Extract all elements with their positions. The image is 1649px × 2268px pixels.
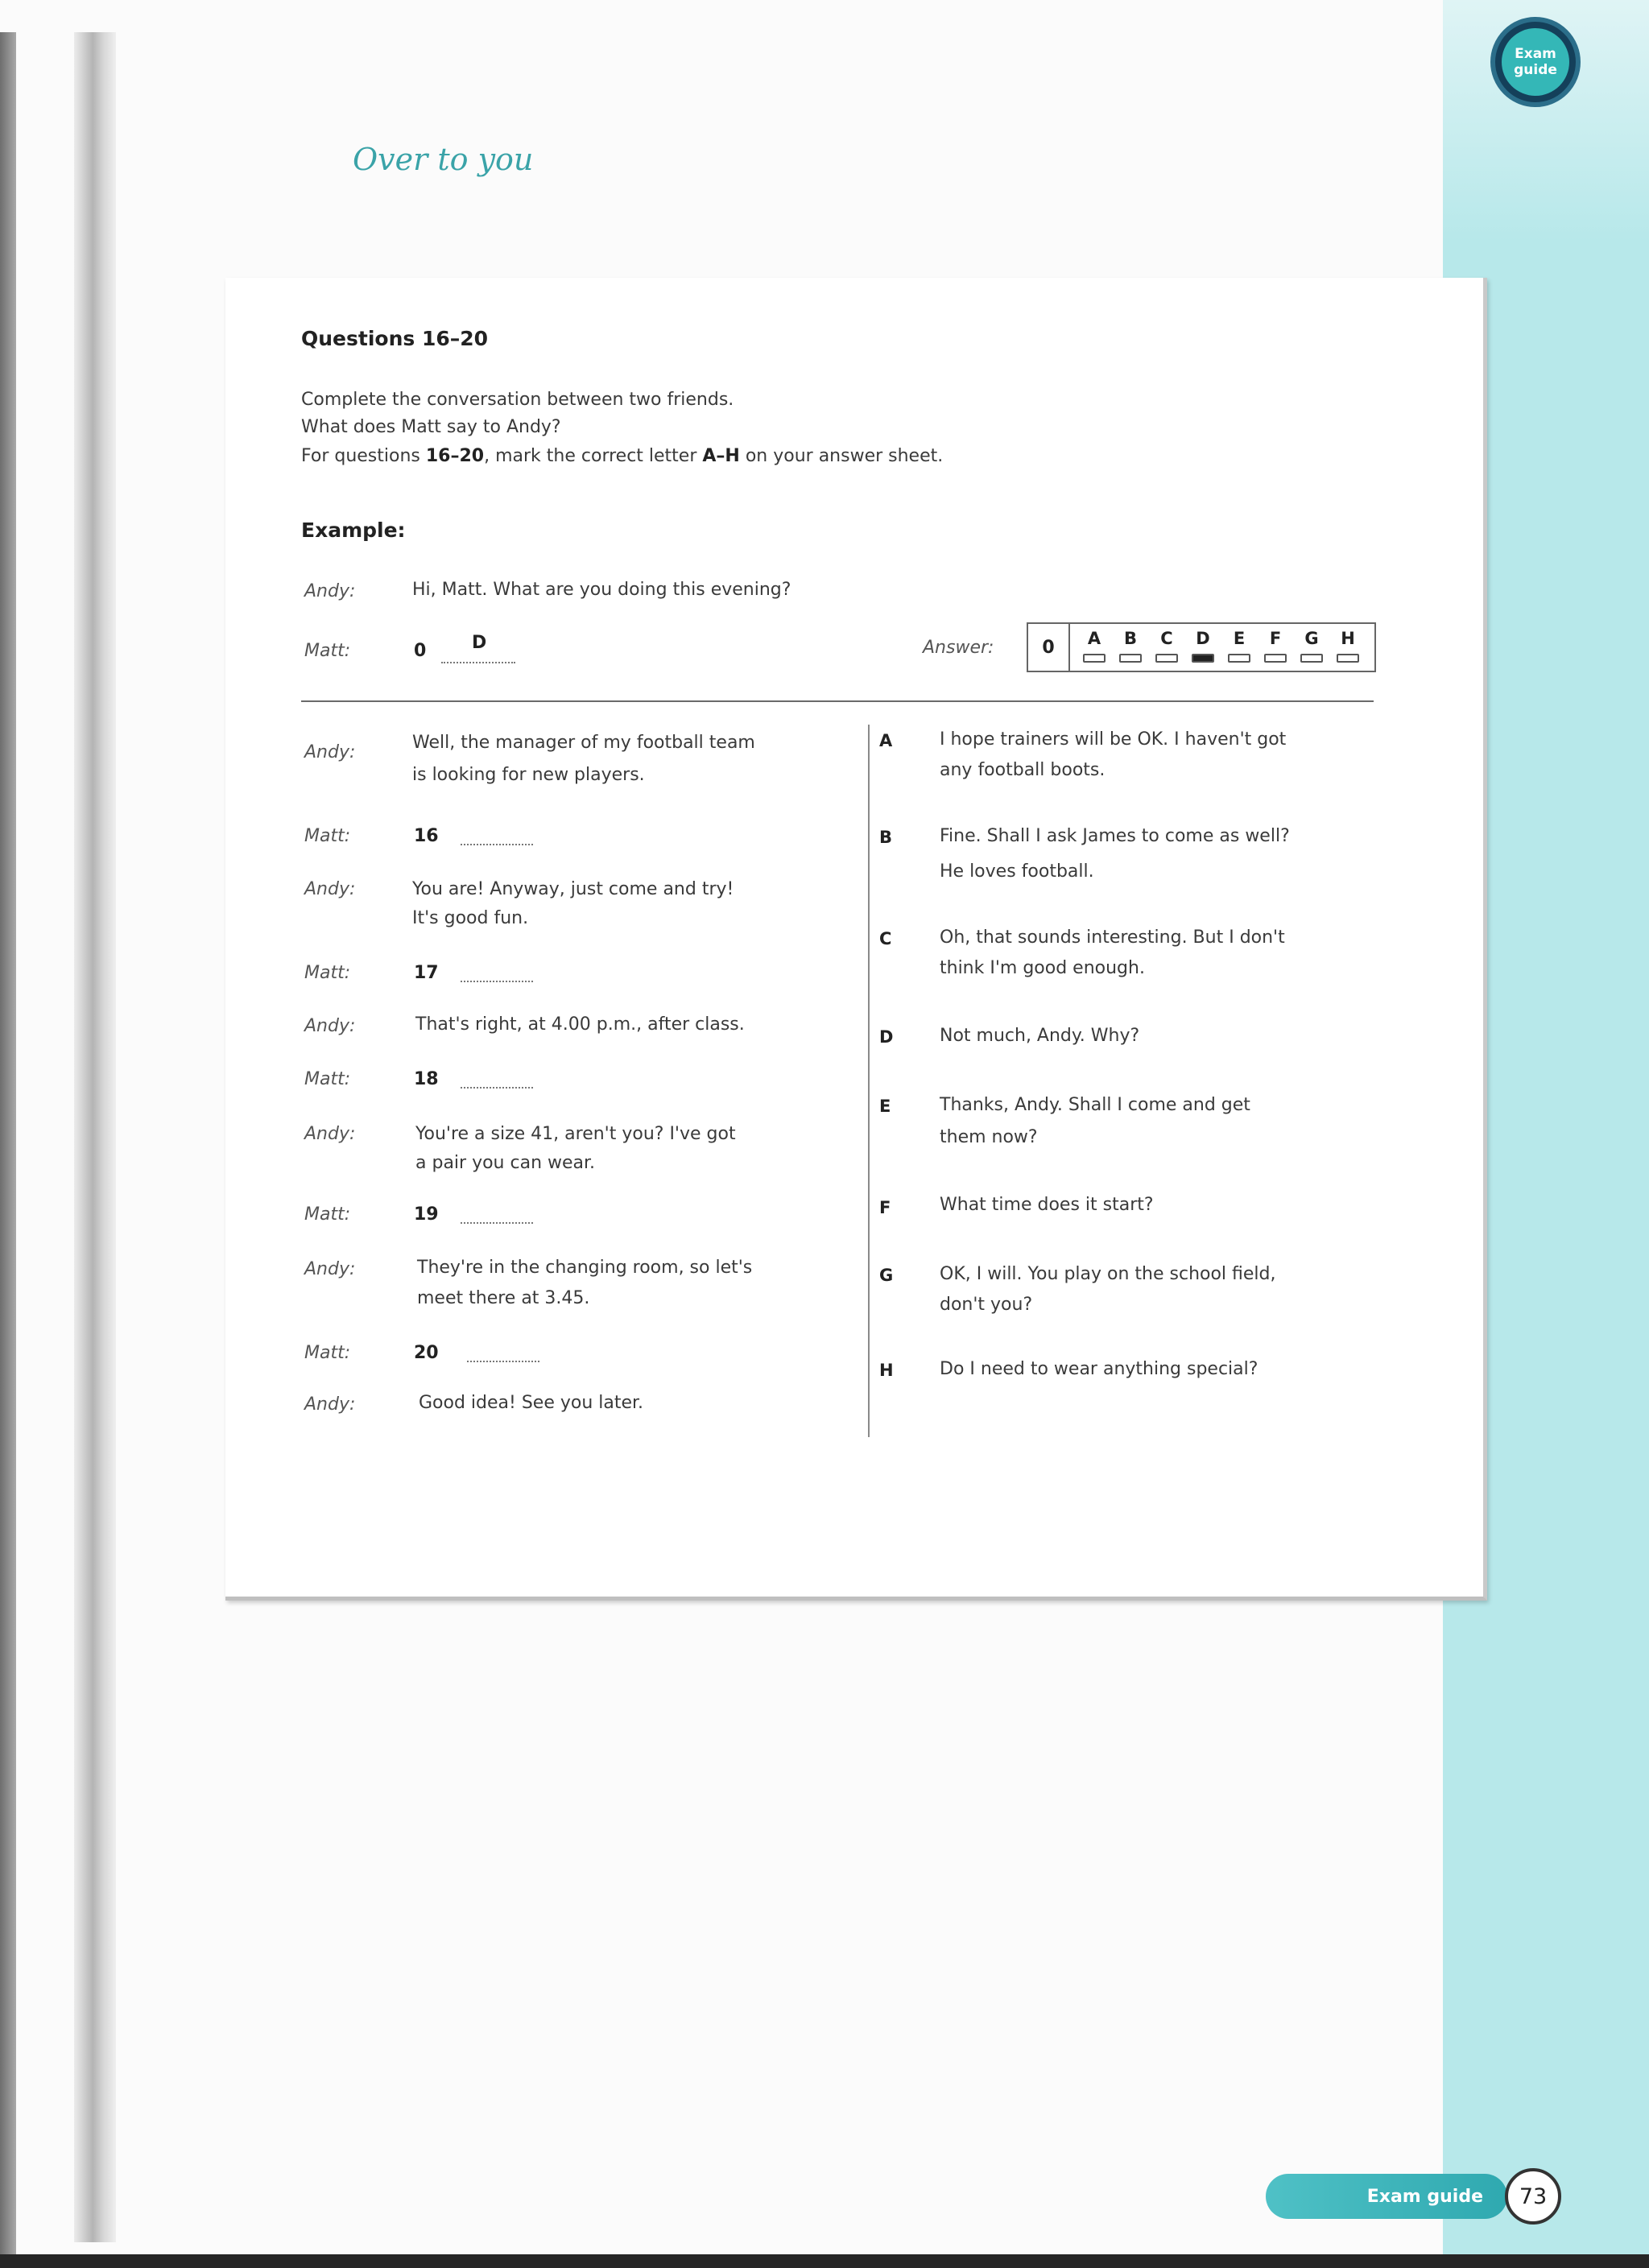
grid-letter-e: E [1233, 629, 1246, 648]
book-gutter [74, 32, 116, 2242]
grid-letter-f: F [1269, 629, 1282, 648]
option-letter-h: H [879, 1361, 894, 1380]
question-19-blank[interactable] [461, 1222, 533, 1224]
speaker-matt: Matt: [304, 1343, 351, 1363]
question-16-blank[interactable] [461, 844, 533, 845]
speaker-andy: Andy: [304, 1259, 356, 1279]
page-bottom-edge [0, 2254, 1649, 2268]
question-16-number: 16 [414, 826, 439, 846]
question-18-number: 18 [414, 1069, 439, 1089]
section-title: Over to you [353, 142, 534, 177]
grid-cell-e [1228, 654, 1250, 663]
instruction-line-2: What does Matt say to Andy? [301, 417, 561, 437]
option-g-line1: OK, I will. You play on the school field, [940, 1264, 1276, 1284]
andy-line-1b: is looking for new players. [412, 765, 645, 785]
badge-line2: guide [1514, 62, 1557, 78]
speaker-matt: Matt: [304, 1069, 351, 1089]
questions-heading: Questions 16–20 [301, 327, 489, 350]
grid-letter-d: D [1196, 629, 1210, 648]
andy-line-3: That's right, at 4.00 p.m., after class. [415, 1014, 745, 1035]
option-c-line1: Oh, that sounds interesting. But I don't [940, 927, 1285, 948]
instruction-line-3: For questions 16–20, mark the correct letter A–H on your answer sheet. [301, 446, 944, 466]
option-c-line2: think I'm good enough. [940, 958, 1145, 978]
option-letter-c: C [879, 929, 892, 948]
grid-cell-g [1300, 654, 1323, 663]
grid-cell-b [1119, 654, 1142, 663]
option-letter-e: E [879, 1097, 891, 1116]
page-number: 73 [1505, 2168, 1561, 2225]
example-andy-line: Hi, Matt. What are you doing this evening? [412, 580, 791, 600]
option-letter-a: A [879, 731, 893, 750]
andy-line-2a: You are! Anyway, just come and try! [412, 879, 734, 899]
answer-sheet-sample [1027, 622, 1376, 672]
grid-letter-c: C [1160, 629, 1173, 648]
speaker-matt: Matt: [304, 826, 351, 846]
andy-line-4b: a pair you can wear. [415, 1153, 596, 1173]
divider-rule [301, 700, 1374, 702]
question-20-number: 20 [414, 1343, 439, 1363]
grid-letter-b: B [1123, 629, 1137, 648]
option-letter-d: D [879, 1027, 894, 1047]
andy-line-1a: Well, the manager of my football team [412, 733, 755, 753]
andy-line-6: Good idea! See you later. [419, 1393, 644, 1413]
book-spine-shadow [0, 32, 16, 2254]
grid-letter-g: G [1304, 629, 1319, 648]
option-a-line1: I hope trainers will be OK. I haven't got [940, 729, 1287, 750]
option-letter-g: G [879, 1266, 894, 1285]
speaker-andy: Andy: [304, 879, 356, 899]
andy-line-2b: It's good fun. [412, 908, 529, 928]
grid-cell-d-selected [1192, 654, 1214, 663]
question-17-blank[interactable] [461, 981, 533, 982]
speaker-andy: Andy: [304, 1124, 356, 1144]
answer-sample-number: 0 [1028, 624, 1070, 671]
example-answer-dots [441, 662, 515, 663]
question-18-blank[interactable] [461, 1087, 533, 1089]
andy-line-4a: You're a size 41, aren't you? I've got [415, 1124, 736, 1144]
badge-line1: Exam [1515, 46, 1556, 62]
andy-line-5a: They're in the changing room, so let's [417, 1258, 753, 1278]
question-17-number: 17 [414, 963, 439, 983]
example-number: 0 [414, 641, 427, 661]
speaker-matt: Matt: [304, 963, 351, 983]
answer-label: Answer: [923, 638, 994, 658]
option-b-line1: Fine. Shall I ask James to come as well? [940, 826, 1290, 846]
speaker-matt: Matt: [304, 641, 351, 661]
grid-cell-f [1264, 654, 1287, 663]
exam-guide-tab: Exam guide [1266, 2174, 1507, 2219]
option-letter-b: B [879, 828, 893, 847]
speaker-andy: Andy: [304, 742, 356, 762]
option-letter-f: F [879, 1198, 891, 1217]
speaker-matt: Matt: [304, 1204, 351, 1225]
column-divider [868, 725, 870, 1437]
option-d-line1: Not much, Andy. Why? [940, 1026, 1140, 1046]
grid-cell-c [1155, 654, 1178, 663]
grid-letter-a: A [1087, 629, 1101, 648]
speaker-andy: Andy: [304, 581, 356, 601]
exam-guide-badge [1490, 17, 1581, 107]
instruction-line-1: Complete the conversation between two friends. [301, 390, 734, 410]
option-e-line2: them now? [940, 1127, 1038, 1147]
speaker-andy: Andy: [304, 1016, 356, 1036]
option-b-line2: He loves football. [940, 861, 1094, 882]
option-f-line1: What time does it start? [940, 1195, 1154, 1215]
grid-cell-h [1337, 654, 1359, 663]
exercise-card [225, 278, 1487, 1601]
grid-letter-h: H [1341, 629, 1355, 648]
option-e-line1: Thanks, Andy. Shall I come and get [940, 1095, 1250, 1115]
grid-cell-a [1083, 654, 1106, 663]
andy-line-5b: meet there at 3.45. [417, 1288, 590, 1308]
option-h-line1: Do I need to wear anything special? [940, 1359, 1258, 1379]
option-a-line2: any football boots. [940, 760, 1106, 780]
option-g-line2: don't you? [940, 1295, 1033, 1315]
example-answer: D [472, 633, 487, 653]
question-20-blank[interactable] [467, 1361, 539, 1362]
example-heading: Example: [301, 518, 406, 542]
question-19-number: 19 [414, 1204, 439, 1225]
speaker-andy: Andy: [304, 1394, 356, 1415]
